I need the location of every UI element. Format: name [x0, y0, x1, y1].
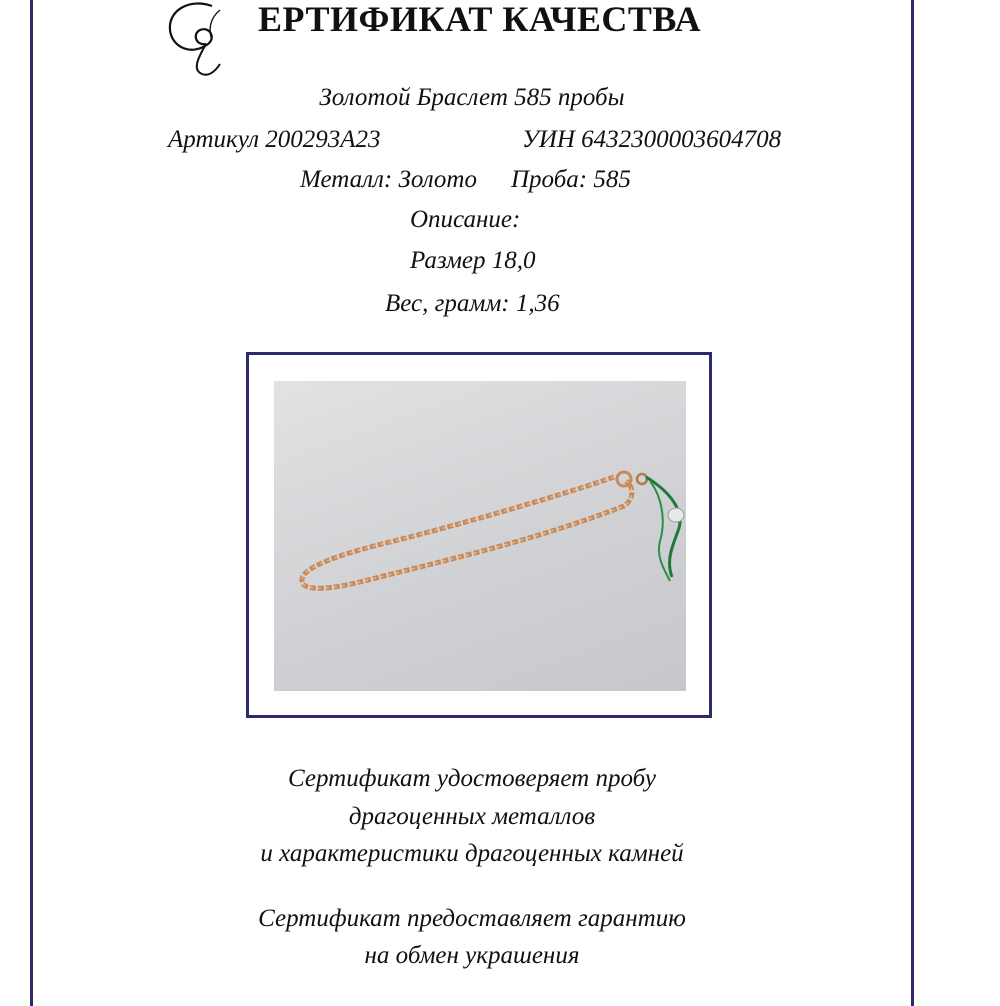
statement-line-1: Сертификат удостоверяет пробу — [288, 765, 656, 792]
size-field: Размер 18,0 — [410, 247, 536, 274]
metal-field: Металл: Золото — [300, 166, 477, 193]
guarantee-line-2: на обмен украшения — [364, 942, 580, 969]
bracelet-image — [274, 381, 686, 691]
product-photo-frame — [246, 352, 712, 718]
statement-line-2: драгоценных металлов — [348, 803, 596, 830]
product-name: Золотой Браслет 585 пробы — [319, 84, 625, 111]
guarantee-line-1: Сертификат предоставляет гарантию — [258, 905, 686, 932]
bracelet-photo — [274, 381, 686, 691]
weight-field: Вес, грамм: 1,36 — [385, 290, 560, 317]
monogram-c-logo — [150, 0, 250, 80]
statement-line-3: и характеристики драгоценных камней — [260, 840, 684, 867]
uin-number: УИН 6432300003604708 — [522, 126, 782, 153]
article-number: Артикул 200293А23 — [168, 126, 381, 153]
description-label: Описание: — [410, 206, 521, 233]
assay-field: Проба: 585 — [511, 166, 631, 193]
certificate-title: ЕРТИФИКАТ КАЧЕСТВА — [258, 0, 702, 39]
